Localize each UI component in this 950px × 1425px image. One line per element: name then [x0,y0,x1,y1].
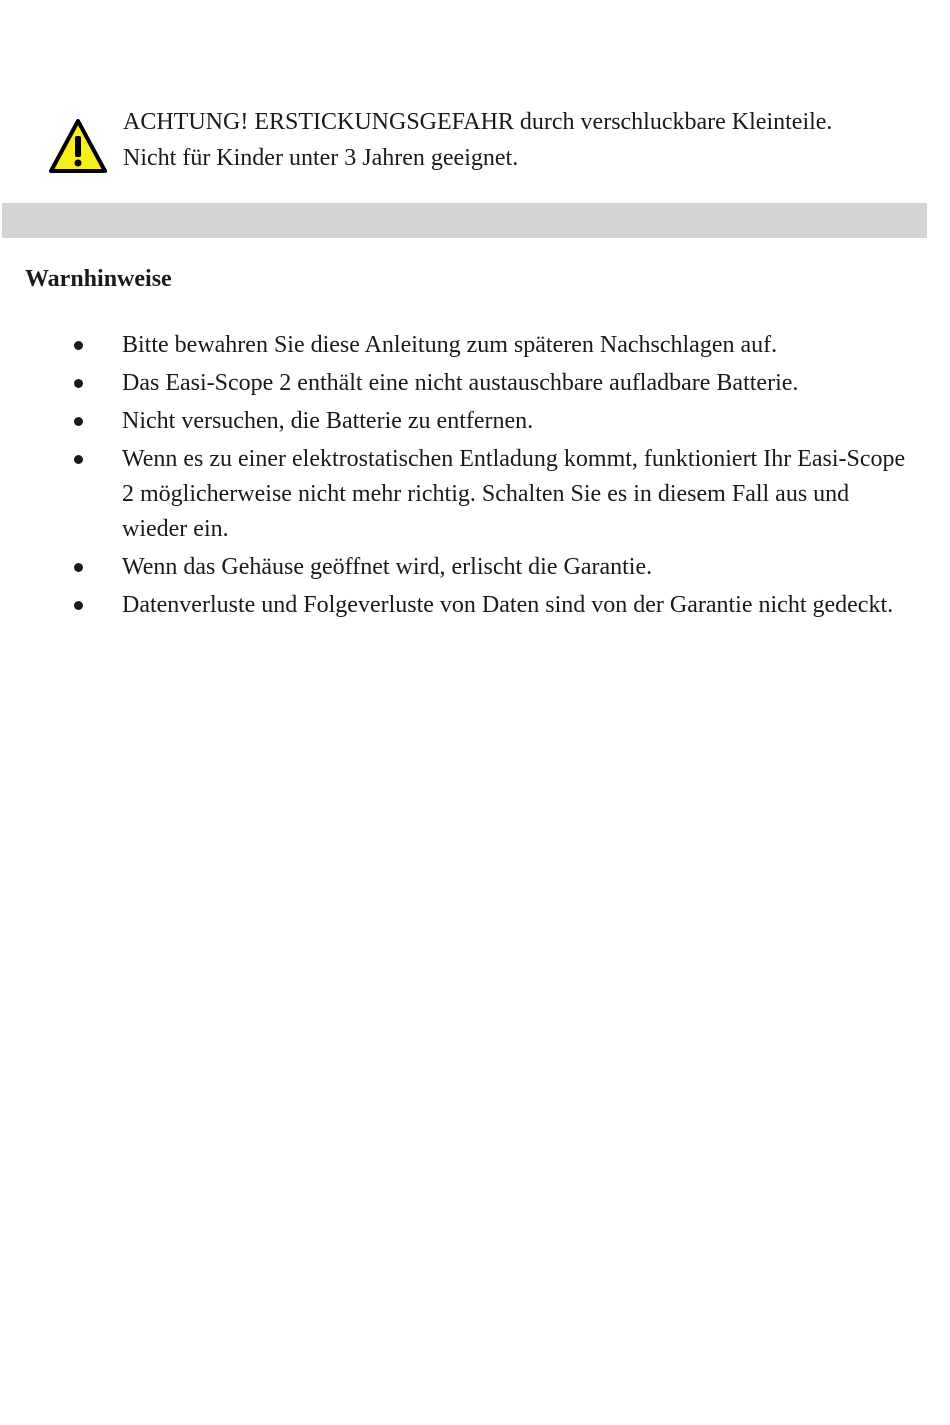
bullet-icon [74,379,83,388]
section-heading: Warnhinweise [25,266,172,292]
bullet-icon [74,601,83,610]
list-item-text: Nicht versuchen, die Batterie zu entfernen. [122,408,534,434]
bullet-icon [74,563,83,572]
list-item-text: Wenn es zu einer elektrostatischen Entladung kommt, funktioniert Ihr Easi-Scope 2 möglicherweise nicht mehr richtig. Schalten Sie es in diesem Fall aus und wieder ein. [122,446,906,542]
section-divider-bar [2,203,927,238]
list-item [70,366,920,401]
list-item-text: Das Easi-Scope 2 enthält eine nicht austauschbare aufladbare Batterie. [122,370,799,396]
choking-hazard-warning [48,104,928,184]
bullet-icon [74,341,83,350]
list-item-text: Bitte bewahren Sie diese Anleitung zum späteren Nachschlagen auf. [122,332,778,358]
list-item [70,550,920,585]
bullet-icon [74,455,83,464]
warnings-list [70,328,920,626]
warning-triangle-icon [48,118,108,174]
list-item [70,328,920,363]
warning-text [123,104,923,176]
bullet-icon [74,417,83,426]
list-item [70,404,920,439]
list-item-text: Wenn das Gehäuse geöffnet wird, erlischt die Garantie. [122,554,653,580]
list-item-text: Datenverluste und Folgeverluste von Daten sind von der Garantie nicht gedeckt. [122,592,894,618]
list-item [70,588,920,623]
warning-line-1: ACHTUNG! ERSTICKUNGSGEFAHR durch verschluckbare Kleinteile. [123,109,833,135]
list-item [70,442,920,547]
warning-line-2: Nicht für Kinder unter 3 Jahren geeignet. [123,145,519,171]
